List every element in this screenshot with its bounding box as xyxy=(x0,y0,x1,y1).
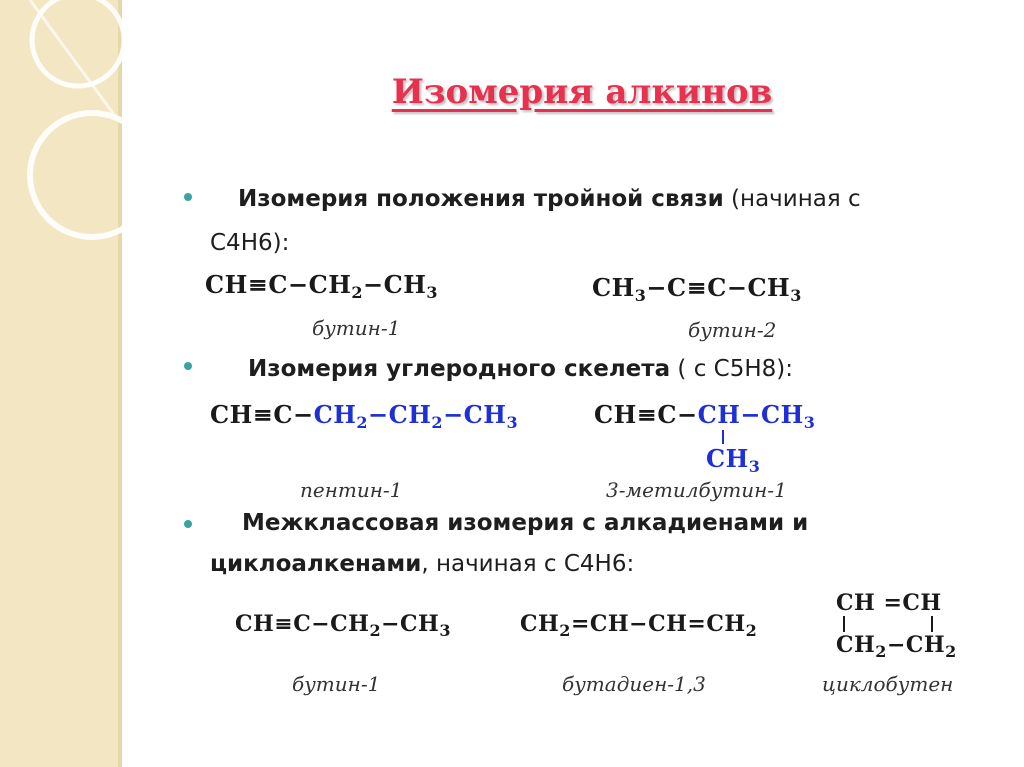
caption-butadiene: бутадиен-1,3 xyxy=(562,672,706,696)
formula-branch: $CH_3$ xyxy=(706,444,761,476)
formula-pentyne-1: $CH\equiv C-CH_2-CH_2-CH_3$ xyxy=(210,400,519,432)
bullet xyxy=(184,520,192,528)
formula-cyclobutene-bottom: $CH_2-CH_2$ xyxy=(836,632,957,661)
bullet xyxy=(184,362,192,370)
section3-line2 xyxy=(210,547,634,581)
branch-bond xyxy=(722,430,724,444)
section1-text xyxy=(238,182,978,216)
section3-bold2: циклоалкенами xyxy=(210,551,422,577)
ring-bond-right xyxy=(931,616,933,632)
caption-butyne-2: бутин-2 xyxy=(688,318,777,342)
section1-line2: С4Н6): xyxy=(210,230,290,256)
formula-butadiene: $CH_2=CH-CH=CH_2$ xyxy=(520,611,758,640)
caption-cyclobutene: циклобутен xyxy=(822,672,954,696)
bullet xyxy=(184,193,192,201)
section2-bold: Изомерия углеродного скелета xyxy=(248,356,671,382)
section3-rest: , начиная с С4Н6: xyxy=(421,551,635,577)
section2-rest: ( с С5Н8): xyxy=(670,356,794,382)
caption-butyne-1: бутин-1 xyxy=(312,316,401,340)
page-title: Изомерия алкинов xyxy=(391,72,773,112)
caption-pentyne-1: пентин-1 xyxy=(300,478,403,502)
ring-bond-left xyxy=(843,616,845,632)
section1-rest: (начиная с xyxy=(723,186,861,212)
formula-cyclobutene-top: CH =CH xyxy=(836,590,942,616)
section1-bold: Изомерия положения тройной связи xyxy=(238,186,724,212)
formula-3-methylbutyne-1: $CH\equiv C-CH-CH_3$ xyxy=(594,400,816,432)
caption-butyne-1-b: бутин-1 xyxy=(292,672,381,696)
formula-butyne-1-b: $CH\equiv C-CH_2-CH_3$ xyxy=(235,611,451,640)
section2-text xyxy=(248,352,948,386)
formula-butyne-1: $CH\equiv C-CH_2-CH_3$ xyxy=(205,270,439,302)
decorative-circles xyxy=(0,0,140,260)
formula-butyne-2: $CH_3-C\equiv C-CH_3$ xyxy=(592,273,802,305)
caption-3-methylbutyne-1: 3-метилбутин-1 xyxy=(606,478,787,502)
section3-line1: Межклассовая изомерия с алкадиенами и xyxy=(242,510,809,536)
